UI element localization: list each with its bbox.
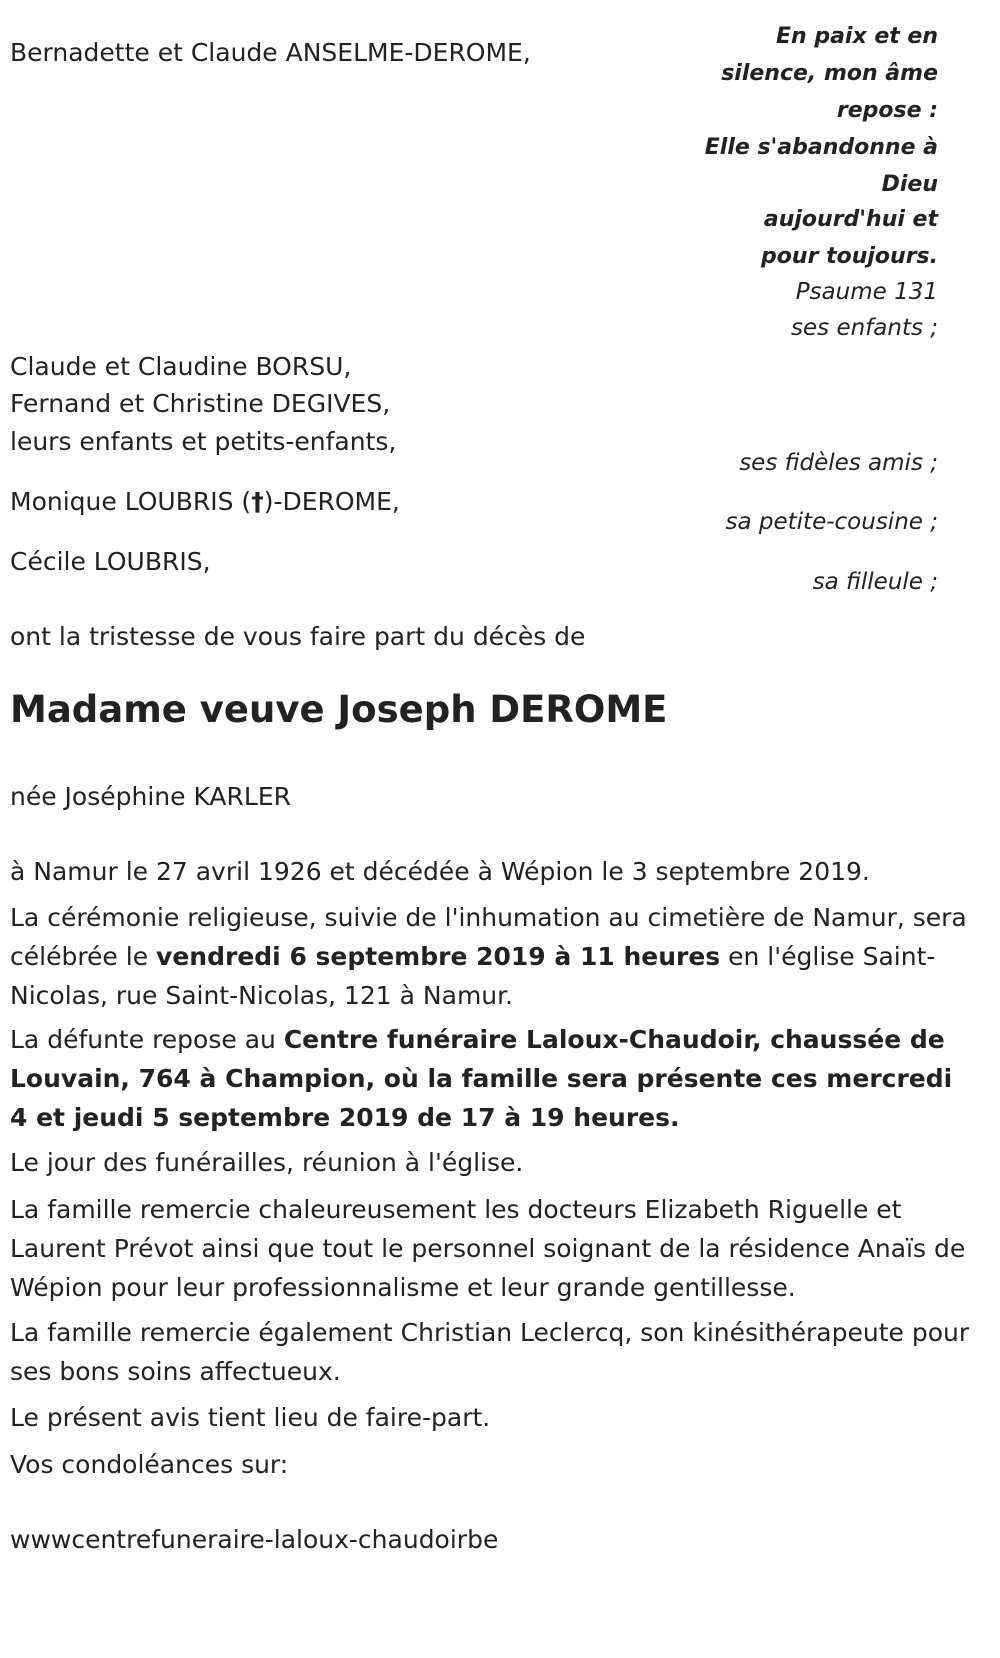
- birth-name: née Joséphine KARLER: [10, 782, 291, 811]
- role-cousin: sa petite-cousine ;: [725, 509, 938, 535]
- dates: à Namur le 27 avril 1926 et décédée à Wépion le 3 septembre 2019.: [10, 857, 870, 886]
- cousin-name-end: )-DEROME,: [263, 487, 400, 516]
- announcement: ont la tristesse de vous faire part du décès de: [10, 622, 586, 651]
- friend-line: Claude et Claudine BORSU,: [10, 352, 352, 381]
- friend-line: Fernand et Christine DEGIVES,: [10, 389, 391, 418]
- ceremony-date: vendredi 6 septembre 2019 à 11 heures: [156, 942, 721, 971]
- repose-text: La défunte repose au: [10, 1025, 284, 1054]
- funeral-day: Le jour des funérailles, réunion à l'église.: [10, 1148, 524, 1177]
- header-family: Bernadette et Claude ANSELME-DEROME,: [10, 38, 531, 67]
- friend-line: leurs enfants et petits-enfants,: [10, 427, 397, 456]
- verse-line: aujourd'hui et: [763, 207, 938, 232]
- deceased-name: Madame veuve Joseph DEROME: [10, 688, 668, 731]
- verse-line: pour toujours.: [761, 244, 938, 269]
- notice: Le présent avis tient lieu de faire-part.: [10, 1403, 491, 1432]
- website-link[interactable]: wwwcentrefuneraire-laloux-chaudoirbe: [10, 1525, 499, 1554]
- cross-symbol: †: [251, 487, 264, 516]
- role-friends: ses fidèles amis ;: [739, 450, 938, 476]
- verse-line: Dieu: [881, 172, 938, 197]
- ceremony-paragraph: [10, 898, 970, 1015]
- role-goddaughter: sa filleule ;: [812, 569, 938, 595]
- ceremony-location: en l'église Saint-Nicolas, rue Saint-Nicolas, 121 à Namur.: [10, 942, 936, 1010]
- goddaughter-name: Cécile LOUBRIS,: [10, 547, 211, 576]
- repose-details: Centre funéraire Laloux-Chaudoir, chaussée de Louvain, 764 à Champion, où la famille sera présente ces mercredi 4 et jeudi 5 septembre 2019 de 17 à 19 heures.: [10, 1025, 953, 1132]
- ceremony-text: La cérémonie religieuse, suivie de l'inhumation au cimetière de Namur, sera célébrée le: [10, 903, 967, 971]
- thanks-physio: La famille remercie également Christian Leclercq, son kinésithérapeute pour ses bons soins affectueux.: [10, 1318, 970, 1386]
- repose-paragraph: [10, 1020, 970, 1137]
- role-children: ses enfants ;: [791, 315, 938, 341]
- verse-line: Elle s'abandonne à: [704, 135, 938, 160]
- verse-source: Psaume 131: [795, 279, 938, 305]
- verse-line: silence, mon âme: [721, 61, 938, 86]
- cousin-name-start: Monique LOUBRIS (: [10, 487, 252, 516]
- verse-line: En paix et en: [775, 24, 938, 49]
- cousin-name: [10, 482, 400, 521]
- thanks-doctors: La famille remercie chaleureusement les docteurs Elizabeth Riguelle et Laurent Prévot ainsi que tout le personnel soignant de la résidence Anaïs de Wépion pour leur professionnalisme et leur grande gentillesse.: [10, 1195, 966, 1302]
- verse-line: repose :: [836, 98, 938, 123]
- condolences-label: Vos condoléances sur:: [10, 1450, 289, 1479]
